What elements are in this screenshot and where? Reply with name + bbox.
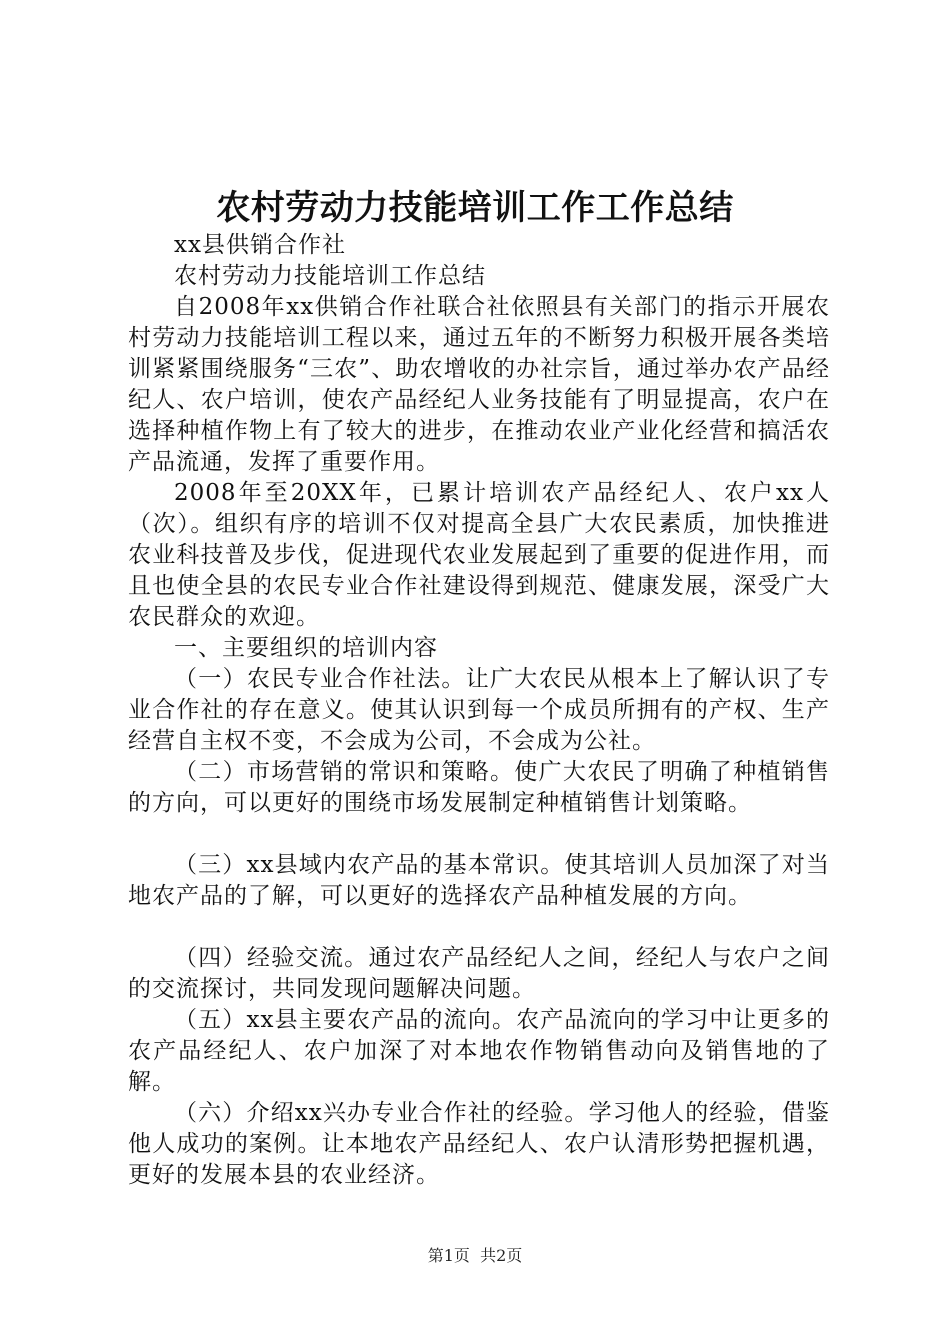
list-item: （一）农民专业合作社法。让广大农民从根本上了解认识了专业合作社的存在意义。使其认识到每一个成员所拥有的产权、生产经营自主权不变，不会成为公司，不会成为公社。	[128, 666, 830, 754]
list-item: （六）介绍xx兴办专业合作社的经验。学习他人的经验，借鉴他人成功的案例。让本地农产品经纪人、农户认清形势把握机遇，更好的发展本县的农业经济。	[128, 1100, 830, 1188]
page-number: 第1页	[427, 1246, 470, 1265]
list-item: （二）市场营销的常识和策略。使广大农民了明确了种植销售的方向，可以更好的围绕市场发展制定种植销售计划策略。	[128, 759, 830, 816]
list-item: （五）xx县主要农产品的流向。农产品流向的学习中让更多的农产品经纪人、农户加深了对本地农作物销售动向及销售地的了解。	[128, 1007, 830, 1095]
subtitle-line: 农村劳动力技能培训工作总结	[174, 263, 486, 289]
footer-spacer	[470, 1246, 480, 1265]
list-item: （四）经验交流。通过农产品经纪人之间，经纪人与农户之间的交流探讨，共同发现问题解决问题。	[128, 945, 830, 1002]
document-title: 农村劳动力技能培训工作工作总结	[216, 188, 734, 228]
list-item: （三）xx县域内农产品的基本常识。使其培训人员加深了对当地农产品的了解，可以更好的选择农产品种植发展的方向。	[128, 852, 830, 909]
page-footer	[0, 1246, 950, 1266]
page-total: 共2页	[480, 1246, 523, 1265]
paragraph: 自2008年xx供销合作社联合社依照县有关部门的指示开展农村劳动力技能培训工程以来，通过五年的不断努力积极开展各类培训紧紧围绕服务“三农”、助农增收的办社宗旨，通过举办农产品经纪人、农户培训，使农产品经纪人业务技能有了明显提高，农户在选择种植作物上有了较大的进步，在推动农业产业化经营和搞活农产品流通，发挥了重要作用。	[128, 294, 830, 475]
org-line: xx县供销合作社	[174, 232, 346, 258]
document-body	[128, 230, 830, 1191]
section-heading: 一、主要组织的培训内容	[174, 635, 438, 661]
paragraph: 2008年至20XX年，已累计培训农产品经纪人、农户xx人（次）。组织有序的培训不仅对提高全县广大农民素质，加快推进农业科技普及步伐，促进现代农业发展起到了重要的促进作用，而且也使全县的农民专业合作社建设得到规范、健康发展，深受广大农民群众的欢迎。	[128, 480, 830, 630]
